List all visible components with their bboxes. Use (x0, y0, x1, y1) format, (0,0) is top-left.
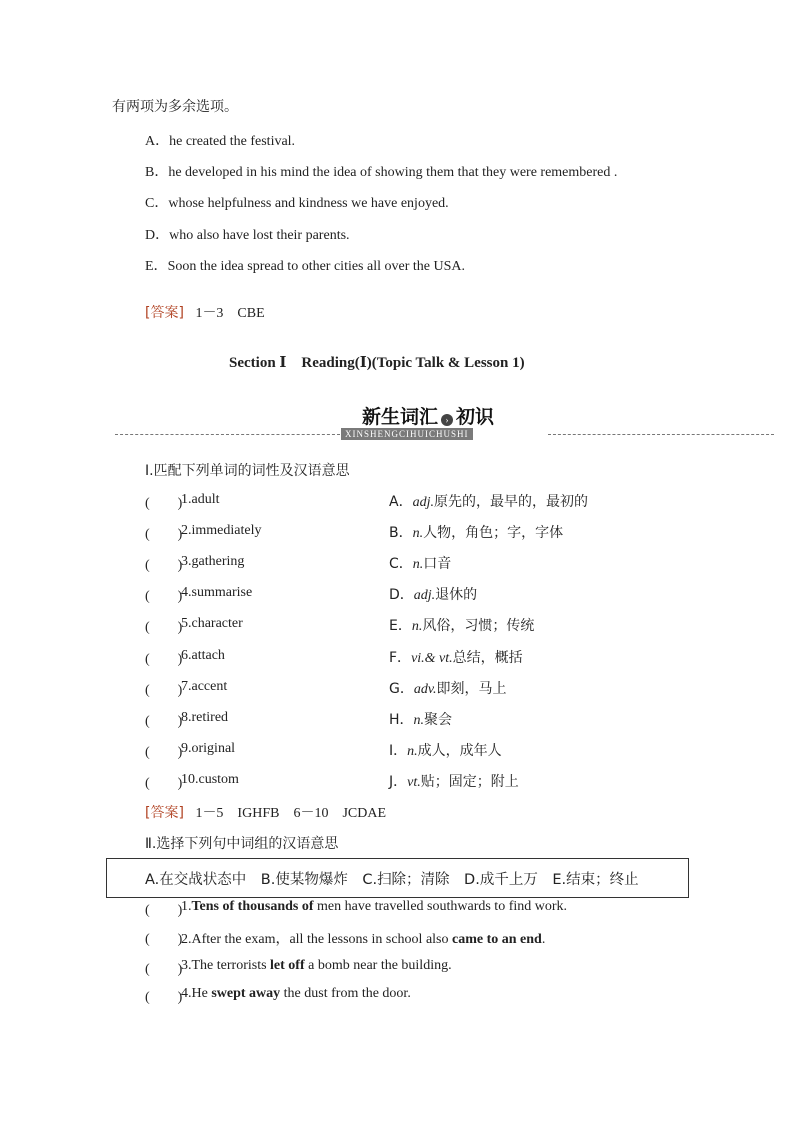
phrase-sentence: 3.The terrorists let off a bomb near the building. (181, 958, 452, 973)
banner-title-left: 新生词汇 (362, 406, 439, 428)
option-b: B．he developed in his mind the idea of showing them that they were remembered . (145, 165, 618, 180)
intro-text: 有两项为多余选项。 (112, 99, 238, 115)
vocab-word: 5.character (181, 616, 243, 631)
vocab-word: 3.gathering (181, 554, 245, 569)
phrase-sentence: 2.After the exam，all the lessons in school also came to an end. (181, 932, 546, 947)
answer-block-2 (145, 802, 386, 822)
part1-heading: Ⅰ.匹配下列单词的词性及汉语意思 (145, 463, 350, 479)
answer-blank[interactable]: ( ) (145, 990, 183, 1005)
answer-blank[interactable]: ( ) (145, 903, 183, 918)
answer-blank[interactable]: ( ) (145, 932, 183, 947)
answer-tag: [答案] (145, 805, 184, 821)
vocab-word: 6.attach (181, 648, 225, 663)
vocab-word: 8.retired (181, 710, 229, 725)
answer-blank[interactable]: ( ) (145, 745, 183, 760)
vocab-meaning: G．adv.即刻，马上 (389, 681, 507, 697)
banner-divider-left (115, 434, 340, 435)
answer-tag: [答案] (145, 305, 184, 321)
option-a: A．he created the festival. (145, 134, 296, 149)
section-title: Section Ⅰ Reading(Ⅰ)(Topic Talk & Lesson 1) (229, 355, 525, 371)
answer-blank[interactable]: ( ) (145, 683, 183, 698)
chevron-right-icon: › (441, 414, 453, 426)
answer-block-1 (145, 302, 265, 322)
option-d: D．who also have lost their parents. (145, 228, 350, 243)
phrase-options-box (106, 858, 689, 898)
banner-title (362, 402, 494, 429)
phrase-options-text: A.在交战状态中 B.使某物爆炸 C.扫除；清除 D.成千上万 E.结束；终止 (145, 872, 639, 888)
answer-blank[interactable]: ( ) (145, 962, 183, 977)
phrase-sentence: 4.He swept away the dust from the door. (181, 986, 411, 1001)
answer-blank[interactable]: ( ) (145, 776, 183, 791)
vocab-meaning: J．vt.贴；固定；附上 (389, 774, 519, 790)
vocab-word: 7.accent (181, 679, 228, 694)
vocab-word: 10.custom (181, 772, 239, 787)
answer-blank[interactable]: ( ) (145, 527, 183, 542)
banner-subtitle: XINSHENGCIHUICHUSHI (341, 428, 473, 440)
answer-blank[interactable]: ( ) (145, 589, 183, 604)
part2-heading: Ⅱ.选择下列句中词组的汉语意思 (145, 836, 339, 852)
vocab-meaning: H．n.聚会 (389, 712, 453, 728)
vocab-word: 9.original (181, 741, 236, 756)
answer-text: 1－3 CBE (195, 306, 265, 321)
option-c: C．whose helpfulness and kindness we have enjoyed. (145, 196, 449, 211)
vocab-meaning: D．adj.退休的 (389, 587, 478, 603)
answer-blank[interactable]: ( ) (145, 652, 183, 667)
banner-divider-right (548, 434, 774, 435)
vocab-word: 4.summarise (181, 585, 253, 600)
answer-blank[interactable]: ( ) (145, 558, 183, 573)
answer-blank[interactable]: ( ) (145, 496, 183, 511)
vocab-meaning: F．vi.& vt.总结，概括 (389, 650, 523, 666)
answer-text: 1－5 IGHFB 6－10 JCDAE (195, 806, 387, 821)
phrase-sentence: 1.Tens of thousands of men have travelled southwards to find work. (181, 899, 568, 914)
option-e: E．Soon the idea spread to other cities all over the USA. (145, 259, 465, 274)
vocab-meaning: B．n.人物，角色；字，字体 (389, 525, 564, 541)
answer-blank[interactable]: ( ) (145, 714, 183, 729)
answer-blank[interactable]: ( ) (145, 620, 183, 635)
vocab-word: 2.immediately (181, 523, 262, 538)
vocab-meaning: C．n.口音 (389, 556, 452, 572)
vocab-word: 1.adult (181, 492, 220, 507)
banner-title-right: 初识 (456, 406, 495, 428)
vocab-meaning: A．adj.原先的，最早的，最初的 (389, 494, 588, 510)
vocab-meaning: E．n.风俗，习惯；传统 (389, 618, 535, 634)
vocab-meaning: I．n.成人，成年人 (389, 743, 502, 759)
